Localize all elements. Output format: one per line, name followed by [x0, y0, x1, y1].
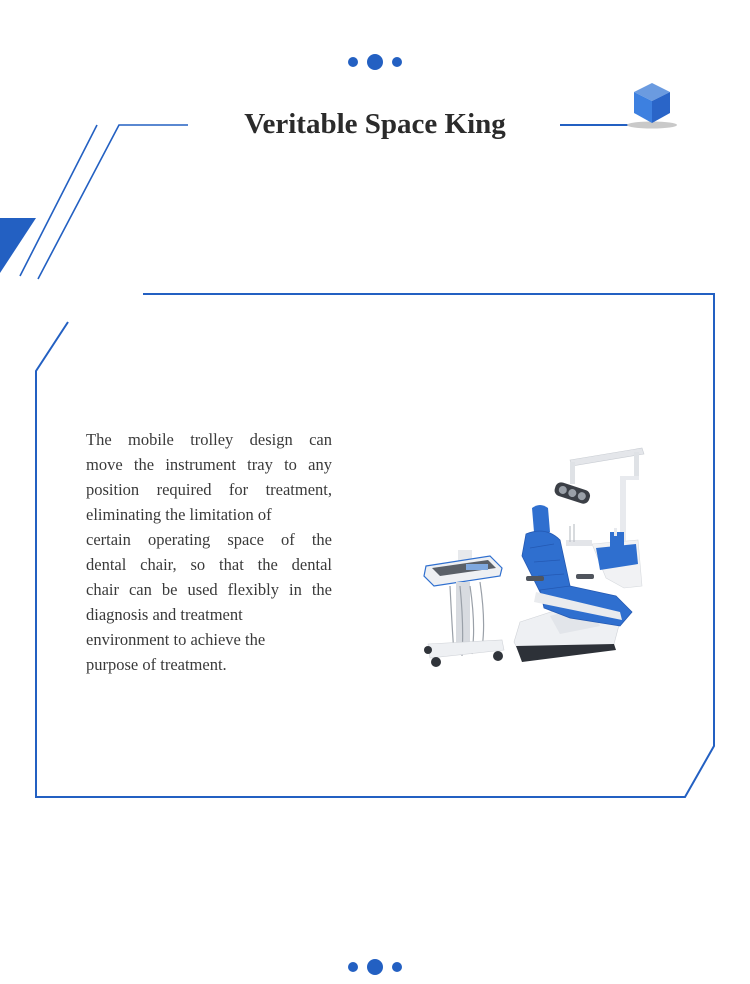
paragraph-line: diagnosis and treatment	[86, 605, 243, 624]
paragraph-line: move the instrument tray to any	[86, 455, 332, 474]
page-title: Veritable Space King	[244, 108, 506, 140]
paragraph-line: The mobile trolley design can	[86, 430, 332, 449]
paragraph-line: purpose of treatment.	[86, 655, 227, 674]
paragraph-line: position required for treatment,	[86, 480, 332, 499]
dot-icon	[392, 962, 402, 972]
paragraph-line: eliminating the limitation of	[86, 505, 272, 524]
description-paragraph	[86, 427, 332, 677]
dot-icon	[367, 959, 383, 975]
dental-chair-image	[410, 436, 660, 676]
paragraph-line: environment to achieve the	[86, 630, 266, 649]
paragraph-line: certain operating space of the	[86, 530, 332, 549]
slash-line	[20, 125, 97, 276]
triangle-accent	[0, 218, 36, 273]
paragraph-line: dental chair, so that the dental	[86, 555, 332, 574]
dot-icon	[348, 962, 358, 972]
dots-bottom-icon	[0, 959, 750, 975]
header-line-left	[38, 125, 188, 279]
paragraph-line: chair can be used flexibly in the	[86, 580, 332, 599]
